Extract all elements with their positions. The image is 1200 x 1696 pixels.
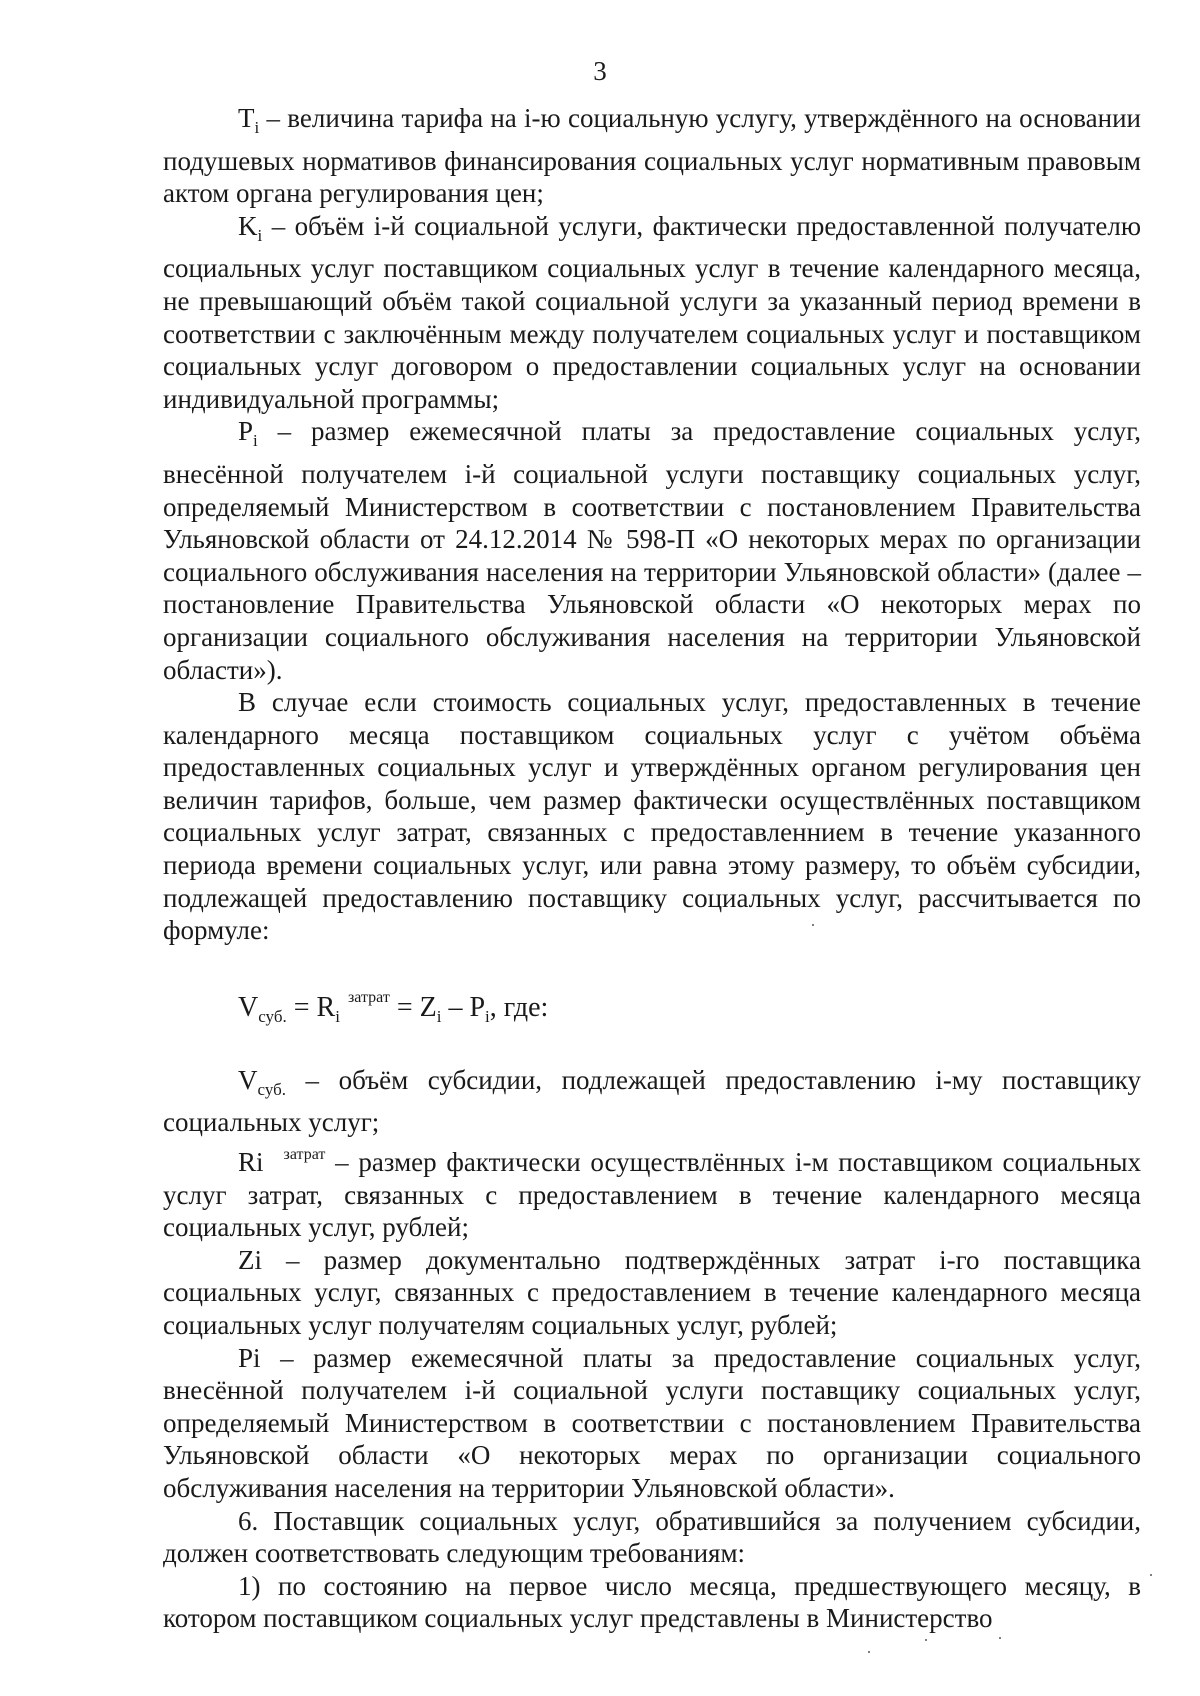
item-6-1: 1) по состоянию на первое число месяца, предшествующего месяцу, в котором поставщиком социальных услуг представлены в Министерство: [163, 1570, 1141, 1634]
formula-p-subscript: i: [485, 1006, 490, 1026]
formula-z-subscript: i: [436, 1006, 442, 1026]
formula-v: V: [238, 991, 259, 1023]
subsidy-formula: [163, 981, 1141, 1034]
formula-r-superscript: затрат: [347, 988, 390, 1006]
symbol-k-subscript: i: [257, 225, 263, 245]
symbol-v: V: [238, 1064, 258, 1095]
formula-minus-p: – P: [441, 991, 486, 1023]
definition-volume-text: – объём i-й социальной услуги, фактически предоставленной получателю социальных услуг поставщиком социальных услуг в течение календарного месяца, не превышающий объём такой социальной услуги за указанный период времени в соответствии с заключённым между получателем социальных услуг и поставщиком социальных услуг договором о предоставлении социальных услуг на основании индивидуальной программы;: [163, 210, 1141, 414]
symbol-v-subscript: суб.: [257, 1079, 286, 1099]
document-body: [163, 102, 1141, 1635]
definition-subsidy: [163, 1064, 1141, 1139]
definition-tariff-text: – величина тарифа на i-ю социальную услугу, утверждённого на основании подушевых нормативов финансирования социальных услуг нормативным правовым актом органа регулирования цен;: [163, 103, 1141, 209]
definition-documented-costs: [163, 1244, 1141, 1342]
definition-volume: [163, 210, 1141, 416]
formula-r-subscript: i: [335, 1006, 340, 1026]
definition-documented-costs-text: – размер документально подтверждённых затрат i-го поставщика социальных услуг, связанных с предоставлением в течение календарного месяца социальных услуг получателям социальных услуг, рублей;: [163, 1244, 1141, 1340]
scan-speck: [1150, 1574, 1152, 1576]
definition-costs-text: – размер фактически осуществлённых i-м поставщиком социальных услуг затрат, связанных с предоставлением в течение календарного месяца социальных услуг, рублей;: [163, 1147, 1141, 1243]
symbol-pi: Pi: [238, 1342, 261, 1373]
formula-v-subscript: суб.: [258, 1006, 287, 1026]
scan-speck: [925, 1639, 927, 1641]
definition-costs: [163, 1139, 1141, 1244]
case-paragraph: В случае если стоимость социальных услуг, предоставленных в течение календарного месяца поставщиком социальных услуг с учётом объёма предоставленных социальных услуг и утверждённых органом регулирования цен величин тарифов, больше, чем размер фактически осуществлённых поставщиком социальных услуг затрат, связанных с предоставленнием в течение указанного периода времени социальных услуг, или равна этому размеру, то объём субсидии, подлежащей предоставлению поставщику социальных услуг, рассчитывается по формуле:: [163, 687, 1141, 946]
scan-speck: [999, 1637, 1001, 1639]
scan-speck: [868, 1651, 870, 1653]
definition-tariff: [163, 102, 1141, 210]
symbol-p-subscript: i: [253, 431, 258, 451]
symbol-t-subscript: i: [254, 118, 260, 137]
symbol-p: P: [238, 416, 254, 447]
definition-subsidy-text: – объём субсидии, подлежащей предоставлению i-му поставщику социальных услуг;: [163, 1064, 1141, 1138]
definition-payment-text: – размер ежемесячной платы за предоставление социальных услуг, внесённой получателем i-й социальной услуги поставщику социальных услуг, определяемый Министерством в соответствии с постановлением Правительства Ульяновской области от 24.12.2014 № 598-П «О некоторых мерах по организации социального обслуживания населения на территории Ульяновской области» (далее – постановление Правительства Ульяновской области «О некоторых мерах по организации социального обслуживания населения на территории Ульяновской области»).: [163, 416, 1141, 685]
scan-speck: [812, 924, 814, 926]
symbol-k: K: [238, 210, 258, 241]
symbol-ri: Ri: [238, 1147, 264, 1178]
definition-monthly-payment-text: – размер ежемесячной платы за предоставление социальных услуг, внесённой получателем i-й социальной услуги поставщику социальных услуг, определяемый Министерством в соответствии с постановлением Правительства Ульяновской области «О некоторых мерах по организации социального обслуживания населения на территории Ульяновской области».: [163, 1342, 1141, 1503]
formula-eq-r: = R: [286, 991, 336, 1023]
page-number: 3: [593, 56, 607, 86]
symbol-ri-superscript: затрат: [283, 1146, 326, 1164]
formula-tail: , где:: [489, 991, 549, 1023]
definition-monthly-payment: [163, 1342, 1141, 1505]
formula-eq-z: = Z: [389, 991, 437, 1023]
item-6: 6. Поставщик социальных услуг, обратившийся за получением субсидии, должен соответствовать следующим требованиям:: [163, 1505, 1141, 1569]
symbol-t: T: [238, 103, 255, 133]
definition-payment: [163, 415, 1141, 686]
symbol-zi: Zi: [238, 1244, 262, 1275]
